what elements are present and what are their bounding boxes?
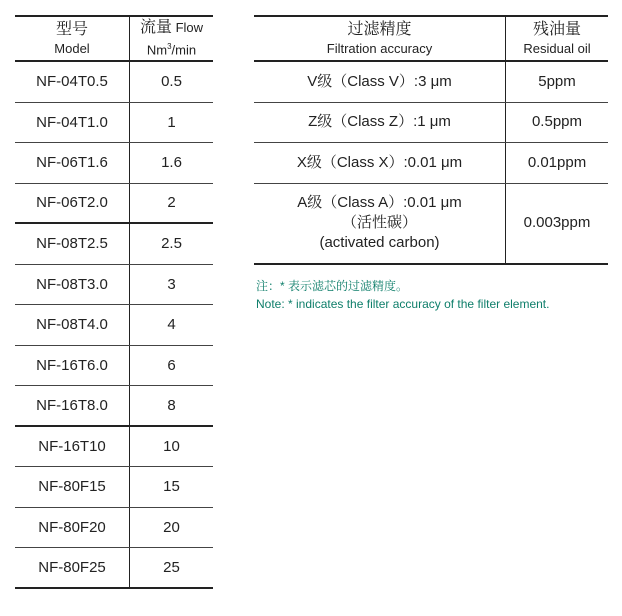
table-row — [254, 184, 608, 265]
model-flow-header — [15, 15, 213, 62]
oil-cell: 0.003ppm — [523, 214, 591, 231]
flow-header-title — [140, 19, 203, 37]
accuracy-header-cn: 过滤精度 — [347, 21, 412, 38]
model-flow-table — [15, 15, 213, 589]
table-row — [15, 103, 213, 144]
accuracy-line: （活性碳） — [341, 214, 417, 231]
model-cell: NF-80F25 — [15, 548, 130, 587]
accuracy-cell — [254, 184, 506, 263]
flow-unit-rest: /min — [171, 42, 197, 58]
table-row — [15, 265, 213, 306]
accuracy-cell: V级（Class V）:3 μm — [254, 62, 506, 102]
table-row — [254, 62, 608, 103]
flow-cell: 2 — [167, 194, 176, 212]
table-row — [254, 143, 608, 184]
model-header-en: Model — [54, 41, 90, 56]
flow-header-cn: 流量 — [139, 19, 172, 37]
oil-cell: 5ppm — [538, 72, 576, 90]
model-cell: NF-80F20 — [15, 508, 130, 548]
table-row — [15, 143, 213, 184]
table-row — [15, 548, 213, 589]
flow-cell: 20 — [163, 518, 180, 536]
model-cell: NF-16T6.0 — [15, 346, 130, 386]
model-cell: NF-16T8.0 — [15, 386, 130, 425]
oil-cell: 0.01ppm — [527, 153, 587, 171]
model-cell: NF-06T1.6 — [15, 143, 130, 183]
table-row — [15, 305, 213, 346]
table-row — [15, 224, 213, 265]
table-row — [15, 62, 213, 103]
table-row — [15, 346, 213, 387]
flow-unit-sup: 3 — [167, 42, 172, 52]
accuracy-line: A级（Class A）:0.01 μm — [297, 194, 462, 211]
oil-cell: 0.5ppm — [531, 113, 583, 131]
accuracy-header-cell — [254, 17, 506, 60]
accuracy-oil-table — [254, 15, 608, 265]
flow-cell: 8 — [167, 396, 176, 414]
model-cell: NF-04T0.5 — [15, 62, 130, 102]
flow-unit-base: Nm — [146, 42, 168, 58]
accuracy-header-en: Filtration accuracy — [326, 41, 433, 56]
table-row — [15, 467, 213, 508]
model-cell: NF-06T2.0 — [15, 184, 130, 223]
table-row — [15, 184, 213, 225]
oil-header-cn: 残油量 — [532, 21, 581, 38]
flow-cell: 1 — [167, 113, 176, 131]
model-cell: NF-08T4.0 — [15, 305, 130, 345]
flow-cell: 0.5 — [161, 73, 182, 91]
flow-cell: 15 — [163, 478, 180, 496]
model-cell: NF-80F15 — [15, 467, 130, 507]
flow-header-cell — [130, 17, 213, 60]
flow-cell: 4 — [167, 316, 176, 334]
note-cn: 注：* 表示滤芯的过滤精度。 — [256, 279, 409, 293]
model-cell: NF-16T10 — [15, 427, 130, 467]
table-row — [254, 103, 608, 144]
model-header-cell — [15, 17, 130, 60]
flow-cell: 10 — [163, 437, 180, 455]
flow-cell: 25 — [163, 558, 180, 576]
flow-header-en: Flow — [175, 20, 204, 36]
accuracy-cell: X级（Class X）:0.01 μm — [254, 143, 506, 183]
accuracy-cell: Z级（Class Z）:1 μm — [254, 103, 506, 143]
flow-cell: 2.5 — [161, 235, 182, 253]
model-header-cn: 型号 — [55, 21, 88, 38]
model-cell: NF-04T1.0 — [15, 103, 130, 143]
flow-cell: 6 — [167, 356, 176, 374]
flow-unit — [147, 39, 196, 57]
flow-cell: 3 — [167, 275, 176, 293]
model-cell: NF-08T3.0 — [15, 265, 130, 305]
table-row — [15, 427, 213, 468]
oil-header-cell — [506, 17, 608, 60]
table-row — [15, 508, 213, 549]
flow-cell: 1.6 — [161, 154, 182, 172]
table-row — [15, 386, 213, 427]
accuracy-oil-header — [254, 15, 608, 62]
accuracy-line: (activated carbon) — [319, 234, 440, 251]
model-cell: NF-08T2.5 — [15, 224, 130, 264]
note-en: Note: * indicates the filter accuracy of the filter element. — [256, 297, 550, 311]
oil-header-en: Residual oil — [523, 41, 591, 56]
